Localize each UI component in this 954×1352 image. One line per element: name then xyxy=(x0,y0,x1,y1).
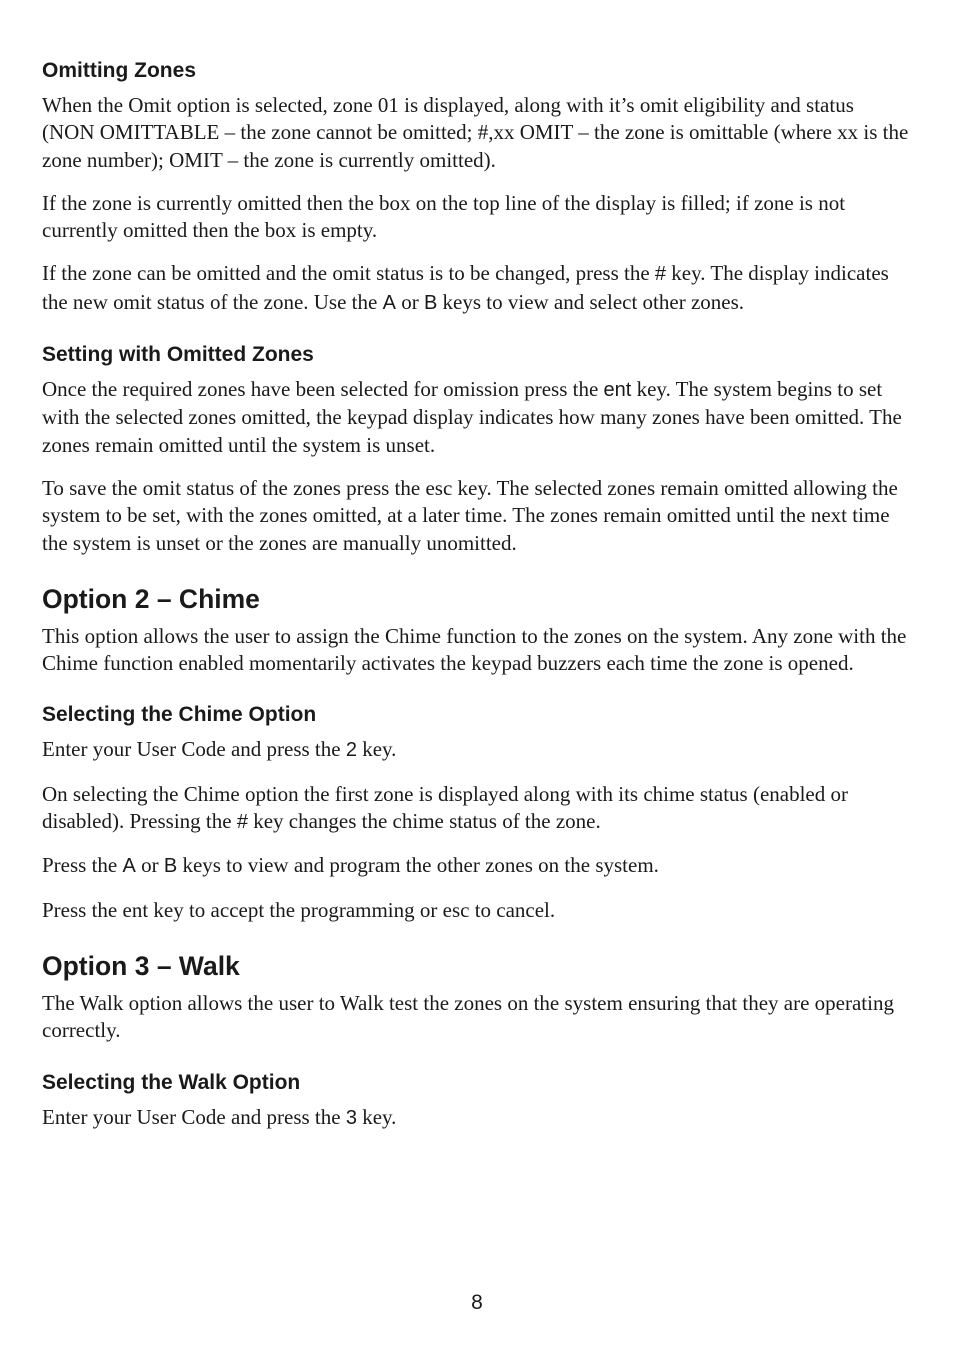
walk-paragraph-1: The Walk option allows the user to Walk test the zones on the system ensuring that they are operating correctly. xyxy=(42,990,894,1043)
three-key-label: 3 xyxy=(345,1106,357,1129)
walk-select-paragraph-1: Enter your User Code and press the 3 key. xyxy=(42,1104,397,1129)
heading-selecting-walk: Selecting the Walk Option xyxy=(42,1070,301,1094)
heading-option-chime: Option 2 – Chime xyxy=(42,583,260,614)
a-key-label: A xyxy=(122,855,136,878)
chime-paragraph-1: This option allows the user to assign the Chime function to the zones on the system. Any zone with the Chime function enabled momentarily activates the keypad buzzers each time the zone is opened. xyxy=(42,623,907,676)
hash-key-label: # xyxy=(654,263,667,286)
chime-select-paragraph-2: On selecting the Chime option the first zone is displayed along with its chime status (enabled or disabled). Pressing the # key changes the chime status of the zone. xyxy=(42,781,848,834)
b-key-label: B xyxy=(423,291,438,314)
two-key-label: 2 xyxy=(345,739,357,762)
heading-selecting-chime: Selecting the Chime Option xyxy=(42,703,317,727)
heading-setting-omitted: Setting with Omitted Zones xyxy=(42,343,314,367)
heading-omitting-zones: Omitting Zones xyxy=(42,59,196,82)
ent-key-label: ent xyxy=(603,379,632,402)
omitting-paragraph-1: When the Omit option is selected, zone 01 is displayed, along with it’s omit eligibility and status (NON OMITTABLE – the zone cannot be omitted; #,xx OMIT – the zone is omittable (where xx is the zone number); OMIT – the zone is currently omitted). xyxy=(42,93,909,172)
b-key-label: B xyxy=(163,855,178,878)
a-key-label: A xyxy=(382,291,396,314)
heading-option-walk: Option 3 – Walk xyxy=(42,950,240,981)
chime-select-paragraph-4: Press the ent key to accept the programming or esc to cancel. xyxy=(42,897,556,922)
setting-paragraph-1: Once the required zones have been selected for omission press the ent key. The system begins to set with the selected zones omitted, the keypad display indicates how many zones have been omitted. The zones remain omitted until the system is unset. xyxy=(42,377,902,457)
chime-select-paragraph-1: Enter your User Code and press the 2 key. xyxy=(42,737,397,762)
manual-page xyxy=(42,58,910,1148)
omitting-paragraph-3: If the zone can be omitted and the omit status is to be changed, press the # key. The display indicates the new omit status of the zone. Use the A or B keys to view and select other zones. xyxy=(42,261,889,314)
page-number: 8 xyxy=(471,1291,483,1314)
chime-select-paragraph-3: Press the A or B keys to view and program the other zones on the system. xyxy=(42,853,659,878)
setting-paragraph-2: To save the omit status of the zones press the esc key. The selected zones remain omitted allowing the system to be set, with the zones omitted, at a later time. The zones remain omitted until the next time the system is unset or the zones are manually unomitted. xyxy=(42,475,898,555)
hash-key-label: # xyxy=(236,811,248,834)
omitting-paragraph-2: If the zone is currently omitted then the box on the top line of the display is filled; if zone is not currently omitted then the box is empty. xyxy=(42,190,846,243)
